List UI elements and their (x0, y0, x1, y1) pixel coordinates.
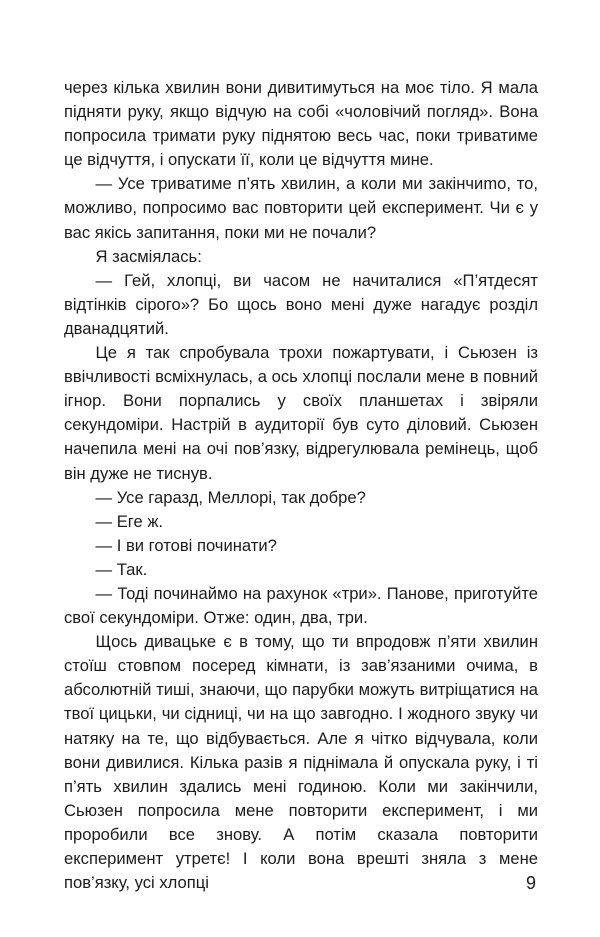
paragraph: — Тоді починаймо на рахунок «три». Панове, приготуйте свої секундоміри. Отже: один, два, три. (64, 583, 538, 628)
page-number: 9 (525, 873, 536, 893)
book-page-text (64, 76, 538, 895)
paragraph: — Усе гаразд, Меллорі, так добре? (95, 487, 366, 507)
paragraph: — Гей, хлопці, ви часом не начиталися «П’ятдесят відтінків сірого»? Бо щось воно мені дуже нагадує розділ дванадцятий. (64, 270, 538, 338)
paragraph: Я засміялась: (95, 246, 202, 266)
paragraph: через кілька хвилин вони дивитимуться на моє тіло. Я мала підняти руку, якщо відчую на собі «чоловічий погляд». Вона попросила тримати руку піднятою весь час, поки триватиме це відчуття, і опускати її, коли це відчуття мине. (64, 78, 538, 170)
paragraph: — Так. (95, 559, 148, 579)
paragraph: — І ви готові починати? (95, 535, 277, 555)
paragraph: Щось дивацьке є в тому, що ти впродовж п’яти хвилин стоїш стовпом посеред кімнати, із зав’язаними очима, в абсолютній тиші, знаючи, що парубки можуть витріщатися на твої цицьки, чи сідниці, чи на що завгодно. І жодного звуку чи натяку на те, що відбувається. Але я чітко відчувала, коли вони дивилися. Кілька разів я піднімала й опускала руку, і ті п’ять хвилин здались мені годиною. Коли ми закінчили, Сьюзен попросила мене повторити експеримент, і ми проробили все знову. А потім сказала повторити експеримент утретє! І коли вона врешті зняла з мене пов’язку, усі хлопці (64, 632, 538, 893)
paragraph: — Усе триватиме п’ять хвилин, а коли ми закінчиmо, то, можливо, попросимо вас повторити цей експеримент. Чи є у вас якісь запитання, поки ми не почали? (64, 174, 538, 242)
paragraph: Це я так спробувала трохи пожартувати, і Сьюзен із ввічливості всміхнулась, а ось хлопці послали мене в повний ігнор. Вони порпались у своїх планшетах і звіряли секундоміри. Настрій в аудиторії був суто діловий. Сьюзен начепила мені на очі пов’язку, відрегулювала ремінець, щоб він дуже не тиснув. (64, 343, 538, 483)
paragraph: — Еге ж. (95, 511, 164, 531)
